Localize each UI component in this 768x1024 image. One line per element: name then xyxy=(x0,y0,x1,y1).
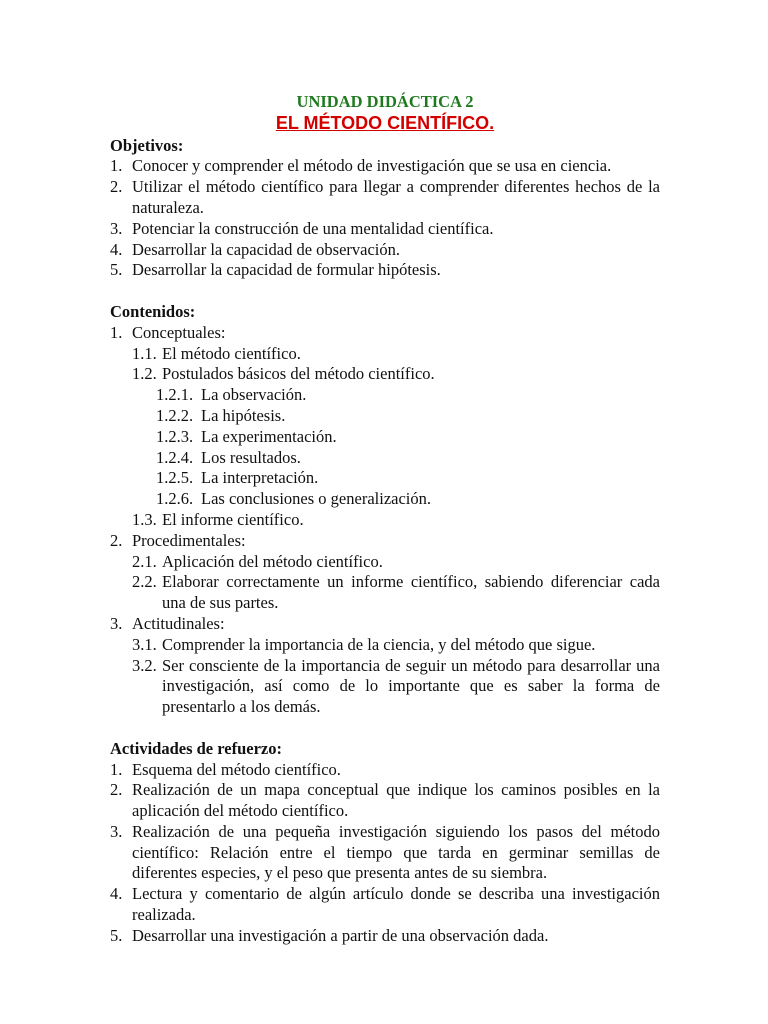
list-item-number: 5. xyxy=(110,260,123,280)
list-item xyxy=(110,468,660,489)
list-item xyxy=(110,510,660,531)
list-item xyxy=(110,926,660,947)
list-item-number: 4. xyxy=(110,239,123,259)
list-item xyxy=(110,635,660,656)
list-item-text: Los resultados. xyxy=(201,447,301,467)
list-item xyxy=(110,240,660,261)
list-item xyxy=(110,427,660,448)
list-item-number: 1.2.4. xyxy=(156,447,194,467)
objetivos-section xyxy=(110,136,660,282)
page-title: EL MÉTODO CIENTÍFICO. xyxy=(275,112,495,133)
actividades-section xyxy=(110,739,660,947)
actividades-heading: Actividades de refuerzo: xyxy=(110,738,282,758)
list-item-number: 2. xyxy=(110,780,123,800)
list-item-number: 2.2. xyxy=(132,572,157,592)
list-item xyxy=(110,323,660,344)
list-item-text: Conocer y comprender el método de investigación que se usa en ciencia. xyxy=(132,156,612,176)
list-item-number: 3. xyxy=(110,613,123,633)
list-item-text: La hipótesis. xyxy=(201,405,286,425)
objetivos-heading: Objetivos: xyxy=(110,135,184,155)
list-item-text: Esquema del método científico. xyxy=(132,759,341,779)
list-item-text: Desarrollar la capacidad de observación. xyxy=(132,239,400,259)
list-item xyxy=(110,177,660,219)
list-item xyxy=(110,531,660,552)
list-item-number: 3. xyxy=(110,218,123,238)
list-item-text: Lectura y comentario de algún artículo donde se describa una investigación realizada. xyxy=(132,884,660,925)
list-item-text: Conceptuales: xyxy=(132,322,226,342)
list-item-text: Elaborar correctamente un informe científico, sabiendo diferenciar cada una de sus partes. xyxy=(162,572,660,613)
list-item xyxy=(110,344,660,365)
list-item-number: 3.1. xyxy=(132,634,157,654)
contenidos-heading: Contenidos: xyxy=(110,301,196,321)
document-page xyxy=(110,90,660,967)
list-item xyxy=(110,448,660,469)
list-item-number: 5. xyxy=(110,925,123,945)
list-item-text: La observación. xyxy=(201,385,307,405)
list-item-number: 1.2.1. xyxy=(156,385,194,405)
list-item-text: Actitudinales: xyxy=(132,613,225,633)
list-item-number: 1. xyxy=(110,322,123,342)
contenidos-list xyxy=(110,323,660,718)
list-item xyxy=(110,260,660,281)
list-item xyxy=(110,385,660,406)
list-item xyxy=(110,884,660,926)
list-item xyxy=(110,406,660,427)
list-item xyxy=(110,614,660,635)
objetivos-list xyxy=(110,156,660,281)
list-item-number: 1.1. xyxy=(132,343,157,363)
list-item-text: Realización de una pequeña investigación siguiendo los pasos del método científico: Relación entre el tiempo que tarda en germinar semillas de diferentes especies, y el peso que presenta antes de su siembra. xyxy=(132,821,660,883)
list-item-text: Potenciar la construcción de una mentalidad científica. xyxy=(132,218,494,238)
list-item xyxy=(110,489,660,510)
list-item-number: 1.2. xyxy=(132,364,157,384)
list-item-number: 3.2. xyxy=(132,655,157,675)
list-item-text: El informe científico. xyxy=(162,509,304,529)
list-item-number: 3. xyxy=(110,821,123,841)
list-item-text: La experimentación. xyxy=(201,426,337,446)
list-item xyxy=(110,822,660,884)
list-item xyxy=(110,552,660,573)
list-item-text: La interpretación. xyxy=(201,468,319,488)
list-item-text: Postulados básicos del método científico. xyxy=(162,364,435,384)
contenidos-section xyxy=(110,302,660,718)
list-item-text: Las conclusiones o generalización. xyxy=(201,489,431,509)
list-item-text: Desarrollar la capacidad de formular hipótesis. xyxy=(132,260,441,280)
list-item-number: 2.1. xyxy=(132,551,157,571)
list-item-number: 1. xyxy=(110,759,123,779)
list-item xyxy=(110,364,660,385)
list-item xyxy=(110,219,660,240)
list-item-text: Procedimentales: xyxy=(132,530,246,550)
list-item-number: 1.2.3. xyxy=(156,426,194,446)
list-item xyxy=(110,572,660,614)
list-item-text: El método científico. xyxy=(162,343,301,363)
list-item-number: 1.3. xyxy=(132,509,157,529)
list-item-text: Utilizar el método científico para llegar a comprender diferentes hechos de la naturaleza. xyxy=(132,177,660,217)
list-item-number: 1. xyxy=(110,156,123,176)
list-item-text: Realización de un mapa conceptual que indique los caminos posibles en la aplicación del método científico. xyxy=(132,780,660,821)
list-item xyxy=(110,656,660,718)
list-item xyxy=(110,156,660,177)
list-item-text: Ser consciente de la importancia de seguir un método para desarrollar una investigación, así como de lo importante que es saber la forma de presentarlo a los demás. xyxy=(162,655,660,717)
list-item-number: 2. xyxy=(110,177,123,197)
list-item-text: Comprender la importancia de la ciencia, y del método que sigue. xyxy=(162,634,596,654)
actividades-list xyxy=(110,760,660,947)
list-item-number: 1.2.6. xyxy=(156,489,194,509)
list-item-number: 1.2.2. xyxy=(156,405,194,425)
list-item-number: 2. xyxy=(110,530,123,550)
list-item-text: Aplicación del método científico. xyxy=(162,551,383,571)
list-item-text: Desarrollar una investigación a partir de una observación dada. xyxy=(132,925,549,945)
list-item xyxy=(110,760,660,781)
unit-title: UNIDAD DIDÁCTICA 2 xyxy=(296,92,474,111)
list-item-number: 4. xyxy=(110,884,123,904)
list-item-number: 1.2.5. xyxy=(156,468,194,488)
list-item xyxy=(110,780,660,822)
